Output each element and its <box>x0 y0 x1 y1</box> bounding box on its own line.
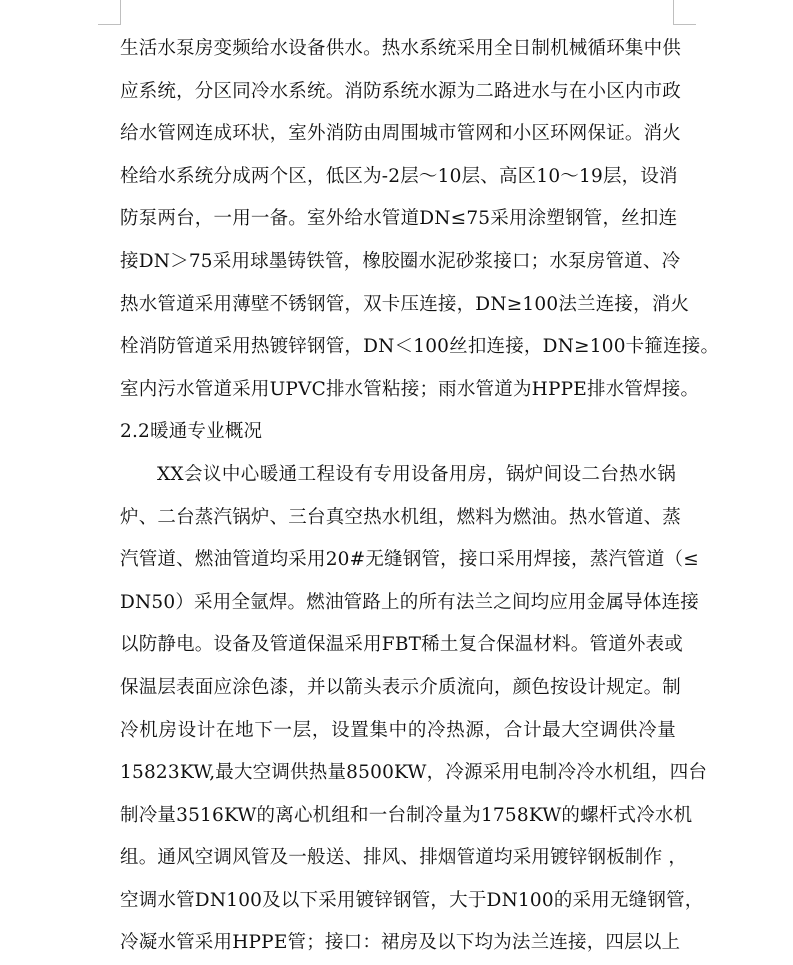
section-heading: 2.2暖通专业概况 <box>120 421 263 443</box>
text-line: 生活水泵房变频给水设备供水。热水系统采用全日制机械循环集中供 <box>120 38 682 59</box>
text-line: 栓给水系统分成两个区，低区为-2层～10层、高区10～19层，设消 <box>120 165 678 187</box>
text-line: DN50）采用全氩焊。燃油管路上的所有法兰之间均应用金属导体连接 <box>120 591 699 613</box>
text-line: 室内污水管道采用UPVC排水管粘接；雨水管道为HPPE排水管焊接。 <box>120 378 700 400</box>
crop-mark-top-right <box>673 0 696 25</box>
text-line: 15823KW,最大空调供热量8500KW，冷源采用电制冷冷水机组，四台 <box>120 762 708 784</box>
text-line: 以防静电。设备及管道保温采用FBT稀土复合保温材料。管道外表或 <box>120 634 683 656</box>
text-line: 冷凝水管采用HPPE管；接口：裙房及以下均为法兰连接，四层以上 <box>120 932 681 954</box>
text-line: 组。通风空调风管及一般送、排风、排烟管道均采用镀锌钢板制作 ， <box>120 847 688 869</box>
text-line: 炉、二台蒸汽锅炉、三台真空热水机组，燃料为燃油。热水管道、蒸 <box>120 506 682 528</box>
text-line: 制冷量3516KW的离心机组和一台制冷量为1758KW的螺杆式冷水机 <box>120 804 693 826</box>
text-line: 空调水管DN100及以下采用镀锌钢管，大于DN100的采用无缝钢管， <box>120 889 704 911</box>
crop-mark-top-left <box>98 0 121 25</box>
body-text <box>120 28 720 965</box>
text-line: 接DN＞75采用球墨铸铁管，橡胶圈水泥砂浆接口；水泵房管道、冷 <box>120 250 681 272</box>
text-line: 栓消防管道采用热镀锌钢管，DN＜100丝扣连接，DN≥100卡箍连接。 <box>120 336 720 358</box>
text-line: 汽管道、燃油管道均采用20#无缝钢管，接口采用焊接，蒸汽管道（≤ <box>120 549 699 571</box>
text-line: XX会议中心暖通工程设有专用设备用房，锅炉间设二台热水锅 <box>157 463 676 485</box>
text-line: 冷机房设计在地下一层，设置集中的冷热源，合计最大空调供冷量 <box>120 719 676 741</box>
text-line: 应系统，分区同冷水系统。消防系统水源为二路进水与在小区内市政 <box>120 80 682 102</box>
text-line: 给水管网连成环状，室外消防由周围城市管网和小区环网保证。消火 <box>120 123 682 145</box>
text-line: 热水管道采用薄壁不锈钢管，双卡压连接，DN≥100法兰连接，消火 <box>120 293 690 315</box>
text-line: 防泵两台，一用一备。室外给水管道DN≤75采用涂塑钢管，丝扣连 <box>120 208 678 230</box>
text-line: 保温层表面应涂色漆，并以箭头表示介质流向，颜色按设计规定。制 <box>120 676 682 698</box>
